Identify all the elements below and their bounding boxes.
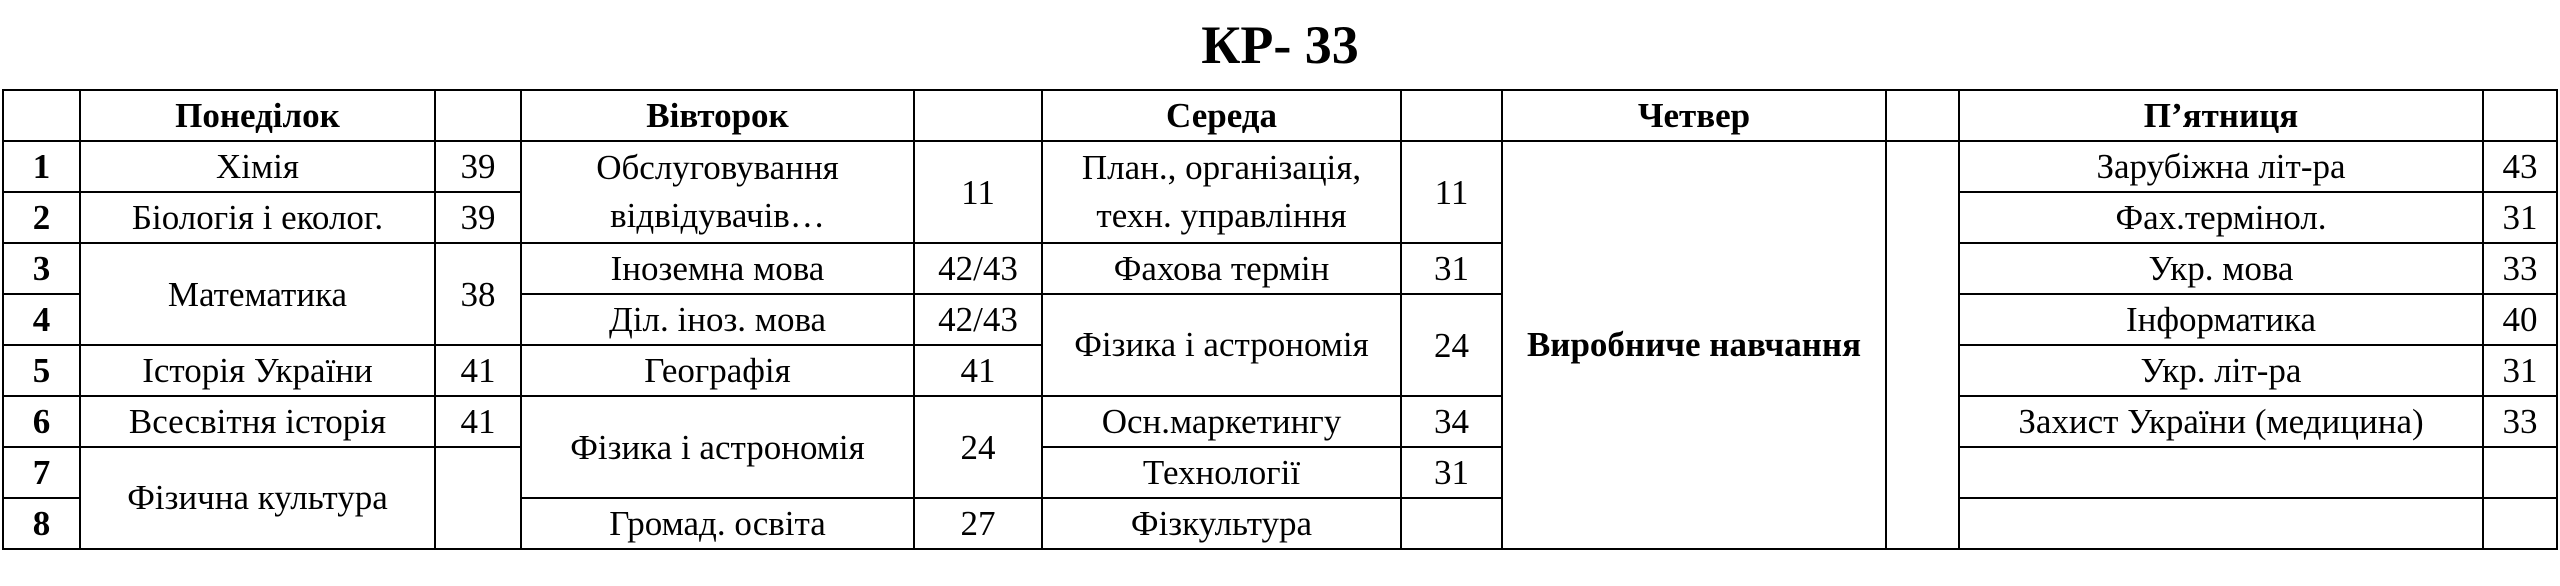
- monday-room: 38: [435, 243, 521, 345]
- page-title: КР- 33: [1201, 15, 1359, 75]
- friday-room: 43: [2483, 141, 2557, 192]
- wednesday-room: 34: [1401, 396, 1502, 447]
- header-friday: П’ятниця: [1959, 90, 2483, 141]
- wednesday-subject: Фізика і астрономія: [1042, 294, 1401, 396]
- wednesday-room: 24: [1401, 294, 1502, 396]
- lesson-number: 2: [3, 192, 80, 243]
- friday-room: [2483, 498, 2557, 549]
- friday-room: 40: [2483, 294, 2557, 345]
- monday-room: [435, 447, 521, 549]
- wednesday-subject: Осн.маркетингу: [1042, 396, 1401, 447]
- wednesday-room: 31: [1401, 447, 1502, 498]
- table-row: [3, 243, 2557, 294]
- header-monday-room: [435, 90, 521, 141]
- tuesday-subject: Громад. освіта: [521, 498, 914, 549]
- table-row: [3, 141, 2557, 192]
- friday-subject: Укр. мова: [1959, 243, 2483, 294]
- monday-room: 41: [435, 345, 521, 396]
- friday-subject: [1959, 498, 2483, 549]
- thursday-room: [1886, 141, 1959, 549]
- header-row: [3, 90, 2557, 141]
- wednesday-room: 11: [1401, 141, 1502, 243]
- tuesday-room: 11: [914, 141, 1042, 243]
- friday-subject: Захист України (медицина): [1959, 396, 2483, 447]
- table-row: [3, 396, 2557, 447]
- header-tuesday-room: [914, 90, 1042, 141]
- tuesday-room: 41: [914, 345, 1042, 396]
- header-num: [3, 90, 80, 141]
- friday-room: 31: [2483, 345, 2557, 396]
- friday-subject: Фах.термінол.: [1959, 192, 2483, 243]
- lesson-number: 8: [3, 498, 80, 549]
- wednesday-subject: Фахова термін: [1042, 243, 1401, 294]
- header-thursday-room: [1886, 90, 1959, 141]
- lesson-number: 1: [3, 141, 80, 192]
- friday-room: 33: [2483, 396, 2557, 447]
- wednesday-room: 31: [1401, 243, 1502, 294]
- lesson-number: 4: [3, 294, 80, 345]
- monday-room: 41: [435, 396, 521, 447]
- lesson-number: 7: [3, 447, 80, 498]
- tuesday-room: 27: [914, 498, 1042, 549]
- monday-subject: Біологія і еколог.: [80, 192, 435, 243]
- friday-room: 31: [2483, 192, 2557, 243]
- header-wednesday: Середа: [1042, 90, 1401, 141]
- lesson-number: 3: [3, 243, 80, 294]
- tuesday-subject: Обслуговування відвідувачів…: [521, 141, 914, 243]
- friday-subject: [1959, 447, 2483, 498]
- table-row: [3, 447, 2557, 498]
- thursday-subject: Виробниче навчання: [1502, 141, 1886, 549]
- lesson-number: 5: [3, 345, 80, 396]
- friday-room: 33: [2483, 243, 2557, 294]
- lesson-number: 6: [3, 396, 80, 447]
- monday-room: 39: [435, 141, 521, 192]
- monday-subject: Фізична культура: [80, 447, 435, 549]
- monday-subject: Хімія: [80, 141, 435, 192]
- monday-subject: Всесвітня історія: [80, 396, 435, 447]
- tuesday-room: 24: [914, 396, 1042, 498]
- header-friday-room: [2483, 90, 2557, 141]
- header-thursday: Четвер: [1502, 90, 1886, 141]
- wednesday-subject: Технології: [1042, 447, 1401, 498]
- schedule-table: [2, 89, 2558, 550]
- tuesday-room: 42/43: [914, 243, 1042, 294]
- friday-subject: Укр. літ-ра: [1959, 345, 2483, 396]
- wednesday-room: [1401, 498, 1502, 549]
- friday-subject: Зарубіжна літ-ра: [1959, 141, 2483, 192]
- header-monday: Понеділок: [80, 90, 435, 141]
- monday-subject: Історія України: [80, 345, 435, 396]
- friday-room: [2483, 447, 2557, 498]
- wednesday-subject: План., організація, техн. управління: [1042, 141, 1401, 243]
- wednesday-subject: Фізкультура: [1042, 498, 1401, 549]
- tuesday-subject: Діл. іноз. мова: [521, 294, 914, 345]
- tuesday-subject: Географія: [521, 345, 914, 396]
- header-tuesday: Вівторок: [521, 90, 914, 141]
- friday-subject: Інформатика: [1959, 294, 2483, 345]
- monday-room: 39: [435, 192, 521, 243]
- tuesday-subject: Іноземна мова: [521, 243, 914, 294]
- header-wednesday-room: [1401, 90, 1502, 141]
- monday-subject: Математика: [80, 243, 435, 345]
- tuesday-subject: Фізика і астрономія: [521, 396, 914, 498]
- tuesday-room: 42/43: [914, 294, 1042, 345]
